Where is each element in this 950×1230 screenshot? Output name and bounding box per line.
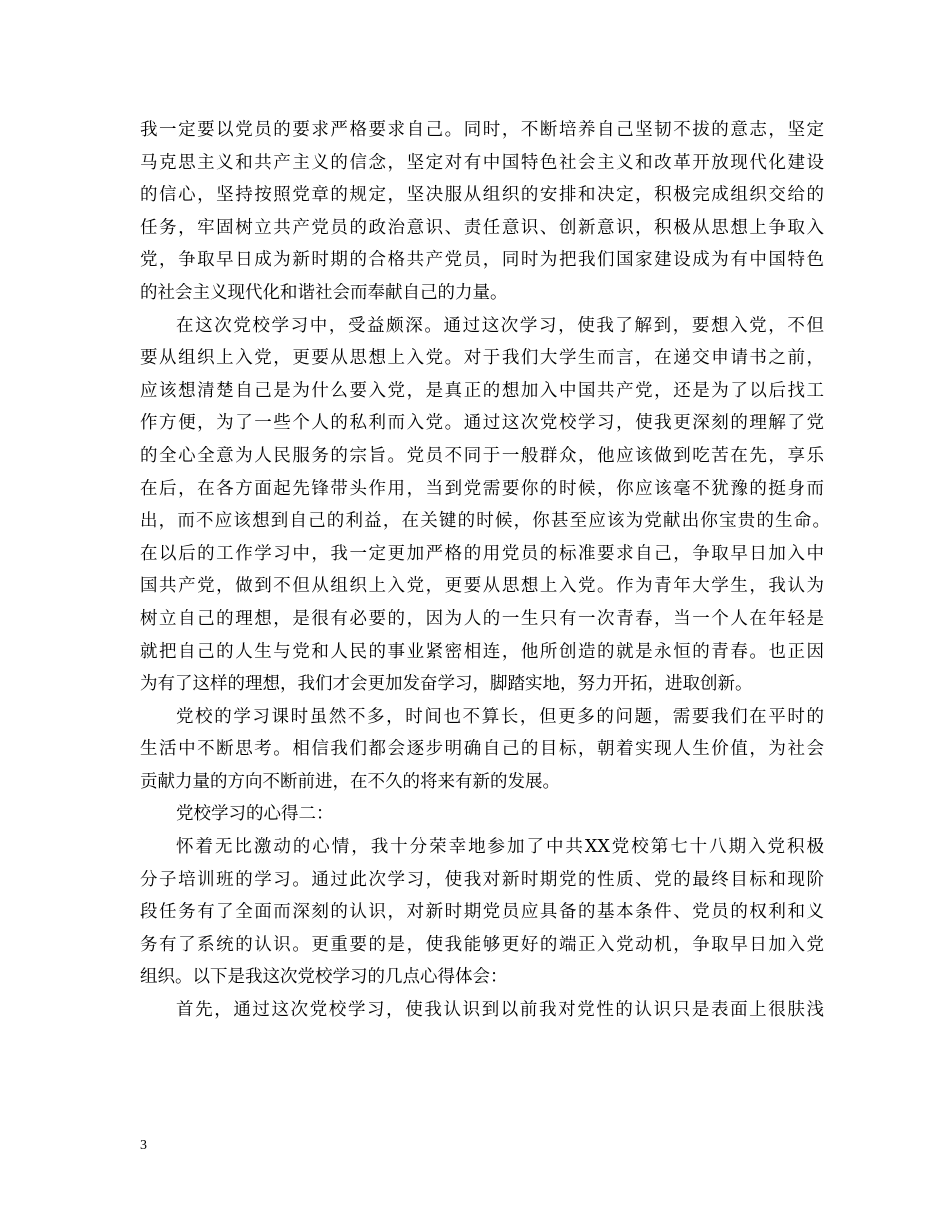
text-line-24: 分子培训班的学习。通过此次学习，使我对新时期党的性质、党的最终目标和现阶 [140, 869, 824, 890]
text-line-4: 任务，牢固树立共产党员的政治意识、责任意识、创新意识，积极从思想上争取入 [140, 217, 824, 238]
text-line-6: 的社会主义现代化和谐社会而奉献自己的力量。 [140, 282, 508, 303]
page-number: 3 [140, 1138, 147, 1153]
text-line-17: 就把自己的人生与党和人民的事业紧密相连，他所创造的就是永恒的青春。也正因 [140, 641, 824, 662]
document-body [140, 114, 830, 1027]
text-line-5: 党，争取早日成为新时期的合格共产党员，同时为把我们国家建设成为有中国特色 [140, 250, 824, 271]
text-line-20: 生活中不断思考。相信我们都会逐步明确自己的目标，朝着实现人生价值，为社会 [140, 739, 824, 760]
text-line-7: 在这次党校学习中，受益颇深。通过这次学习，使我了解到，要想入党，不但 [176, 315, 824, 336]
text-line-14: 在以后的工作学习中，我一定更加严格的用党员的标准要求自己，争取早日加入中 [140, 543, 824, 564]
text-line-26: 务有了系统的认识。更重要的是，使我能够更好的端正入党动机，争取早日加入党 [140, 934, 824, 955]
text-line-9: 应该想清楚自己是为什么要入党，是真正的想加入中国共产党，还是为了以后找工 [140, 380, 824, 401]
text-line-3: 的信心，坚持按照党章的规定，坚决服从组织的安排和决定，积极完成组织交给的 [140, 185, 824, 206]
text-line-19: 党校的学习课时虽然不多，时间也不算长，但更多的问题，需要我们在平时的 [176, 706, 824, 727]
text-line-13: 出，而不应该想到自己的利益，在关键的时候，你甚至应该为党献出你宝贵的生命。 [140, 511, 830, 532]
text-line-8: 要从组织上入党，更要从思想上入党。对于我们大学生而言，在递交申请书之前， [140, 348, 824, 369]
text-line-16: 树立自己的理想，是很有必要的，因为人的一生只有一次青春，当一个人在年轻是 [140, 608, 824, 629]
text-line-2: 马克思主义和共产主义的信念，坚定对有中国特色社会主义和改革开放现代化建设 [140, 152, 824, 173]
text-line-18: 为有了这样的理想，我们才会更加发奋学习，脚踏实地，努力开拓，进取创新。 [140, 674, 753, 695]
text-line-12: 在后，在各方面起先锋带头作用，当到党需要你的时候，你应该毫不犹豫的挺身而 [140, 478, 824, 499]
text-line-15: 国共产党，做到不但从组织上入党，更要从思想上入党。作为青年大学生，我认为 [140, 576, 824, 597]
text-line-23: 怀着无比激动的心情，我十分荣幸地参加了中共XX党校第七十八期入党积极 [176, 837, 824, 858]
text-line-27: 组织。以下是我这次党校学习的几点心得体会： [140, 967, 508, 988]
text-line-28: 首先，通过这次党校学习，使我认识到以前我对党性的认识只是表面上很肤浅 [176, 1000, 824, 1021]
section-heading: 党校学习的心得二： [176, 804, 334, 825]
text-line-11: 的全心全意为人民服务的宗旨。党员不同于一般群众，他应该做到吃苦在先，享乐 [140, 445, 824, 466]
text-line-21: 贡献力量的方向不断前进，在不久的将来有新的发展。 [140, 771, 560, 792]
text-line-10: 作方便，为了一些个人的私利而入党。通过这次党校学习，使我更深刻的理解了党 [140, 413, 824, 434]
text-line-1: 我一定要以党员的要求严格要求自己。同时，不断培养自己坚韧不拔的意志，坚定 [140, 120, 824, 140]
text-line-25: 段任务有了全面而深刻的认识，对新时期党员应具备的基本条件、党员的权利和义 [140, 902, 824, 923]
